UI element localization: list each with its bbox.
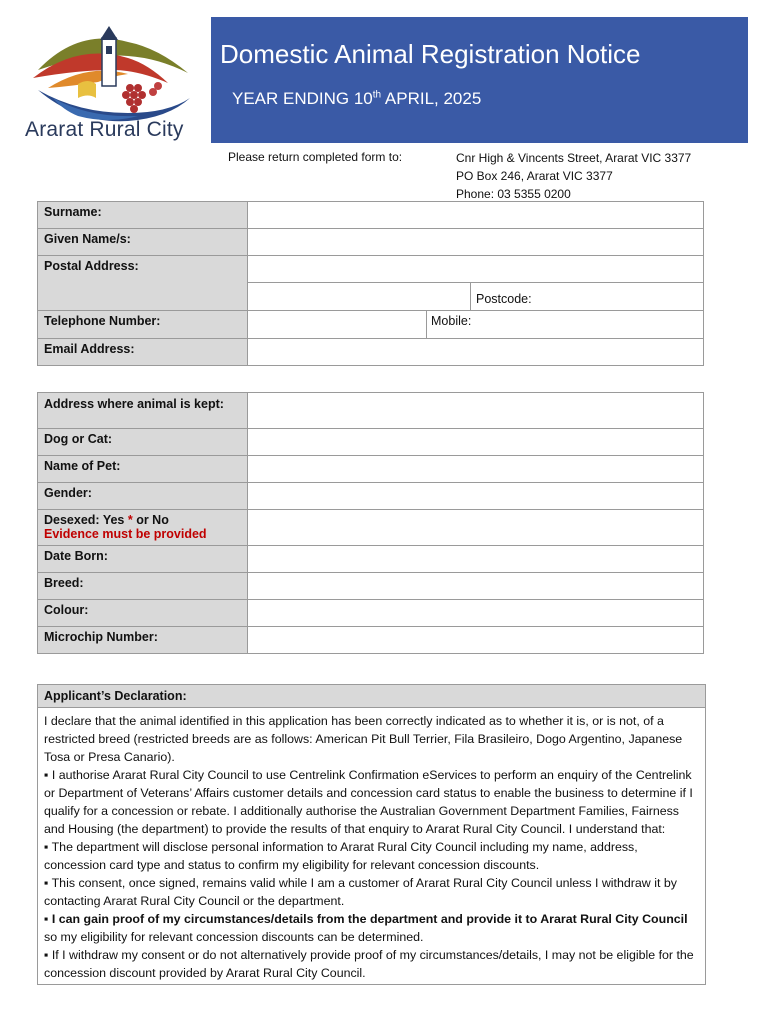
microchip-label: Microchip Number: bbox=[38, 627, 248, 654]
colour-label: Colour: bbox=[38, 600, 248, 627]
breed-label: Breed: bbox=[38, 573, 248, 600]
email-label: Email Address: bbox=[38, 339, 248, 366]
given-names-label: Given Name/s: bbox=[38, 229, 248, 256]
gender-label: Gender: bbox=[38, 483, 248, 510]
form-title: Domestic Animal Registration Notice bbox=[220, 39, 641, 69]
animal-address-label: Address where animal is kept: bbox=[38, 393, 248, 429]
postal-address-field[interactable] bbox=[248, 256, 704, 283]
date-born-label: Date Born: bbox=[38, 546, 248, 573]
given-names-field[interactable] bbox=[248, 229, 704, 256]
colour-field[interactable] bbox=[248, 600, 704, 627]
mobile-field[interactable]: Mobile: bbox=[426, 311, 703, 338]
return-label: Please return completed form to: bbox=[228, 150, 403, 164]
microchip-field[interactable] bbox=[248, 627, 704, 654]
telephone-field[interactable] bbox=[248, 311, 704, 339]
telephone-label: Telephone Number: bbox=[38, 311, 248, 339]
pet-name-field[interactable] bbox=[248, 456, 704, 483]
dog-or-cat-label: Dog or Cat: bbox=[38, 429, 248, 456]
desexed-label: Desexed: Yes * or No Evidence must be provided bbox=[38, 510, 248, 546]
declaration-paragraph: ▪ The department will disclose personal information to Ararat Rural City Council including my name, address, concession card type and status to confirm my eligibility for relevant concession discounts. bbox=[44, 840, 638, 872]
breed-field[interactable] bbox=[248, 573, 704, 600]
animal-address-field[interactable] bbox=[248, 393, 704, 429]
surname-label: Surname: bbox=[38, 202, 248, 229]
postal-address-line2[interactable] bbox=[248, 283, 704, 311]
dog-or-cat-field[interactable] bbox=[248, 429, 704, 456]
gender-field[interactable] bbox=[248, 483, 704, 510]
postcode-field[interactable]: Postcode: bbox=[470, 283, 703, 310]
pet-name-label: Name of Pet: bbox=[38, 456, 248, 483]
surname-field[interactable] bbox=[248, 202, 704, 229]
animal-details-table bbox=[37, 392, 704, 654]
declaration-title: Applicant’s Declaration: bbox=[38, 685, 705, 708]
logo-text: Ararat Rural City bbox=[25, 118, 184, 141]
declaration-paragraph: ▪ I can gain proof of my circumstances/details from the department and provide it to Ararat Rural City Council so my eligibility for relevant concession discounts can be determined. bbox=[44, 912, 688, 944]
declaration-paragraph: I declare that the animal identified in this application has been correctly indicated as to whether it is, or is not, of a restricted breed (restricted breeds are as follows: American Pit Bull Terrier, Fila Brasileiro, Dogo Argentino, Japanese Tosa or Presa Canario). bbox=[44, 714, 683, 764]
declaration-paragraph: ▪ This consent, once signed, remains valid while I am a customer of Ararat Rural City Council unless I withdraw it by contacting Ararat Rural City Council or the department. bbox=[44, 876, 677, 908]
declaration-paragraph: ▪ I authorise Ararat Rural City Council to use Centrelink Confirmation eServices to perform an enquiry of the Centrelink or Department of Veterans’ Affairs customer details and concession card status to enable the business to determine if I qualify for a concession or rebate. I additionally authorise the Australian Government Department Families, Fairness and Housing (the department) to provide the results of that enquiry to Ararat Rural City Council. I understand that: bbox=[44, 768, 693, 836]
form-subtitle: YEAR ENDING 10th APRIL, 2025 bbox=[232, 89, 482, 108]
declaration-box bbox=[37, 684, 706, 985]
desexed-field[interactable] bbox=[248, 510, 704, 546]
owner-details-table bbox=[37, 201, 704, 366]
declaration-paragraph: ▪ If I withdraw my consent or do not alternatively provide proof of my circumstances/details, I may not be eligible for the concession discount provided by Ararat Rural City Council. bbox=[44, 948, 694, 980]
declaration-body bbox=[38, 708, 705, 984]
date-born-field[interactable] bbox=[248, 546, 704, 573]
title-banner bbox=[211, 17, 748, 143]
return-address: Cnr High & Vincents Street, Ararat VIC 3377 PO Box 246, Ararat VIC 3377 Phone: 03 5355 0200 bbox=[456, 151, 692, 201]
email-field[interactable] bbox=[248, 339, 704, 366]
postal-address-label: Postal Address: bbox=[38, 256, 248, 311]
evidence-note: Evidence must be provided bbox=[44, 527, 207, 541]
